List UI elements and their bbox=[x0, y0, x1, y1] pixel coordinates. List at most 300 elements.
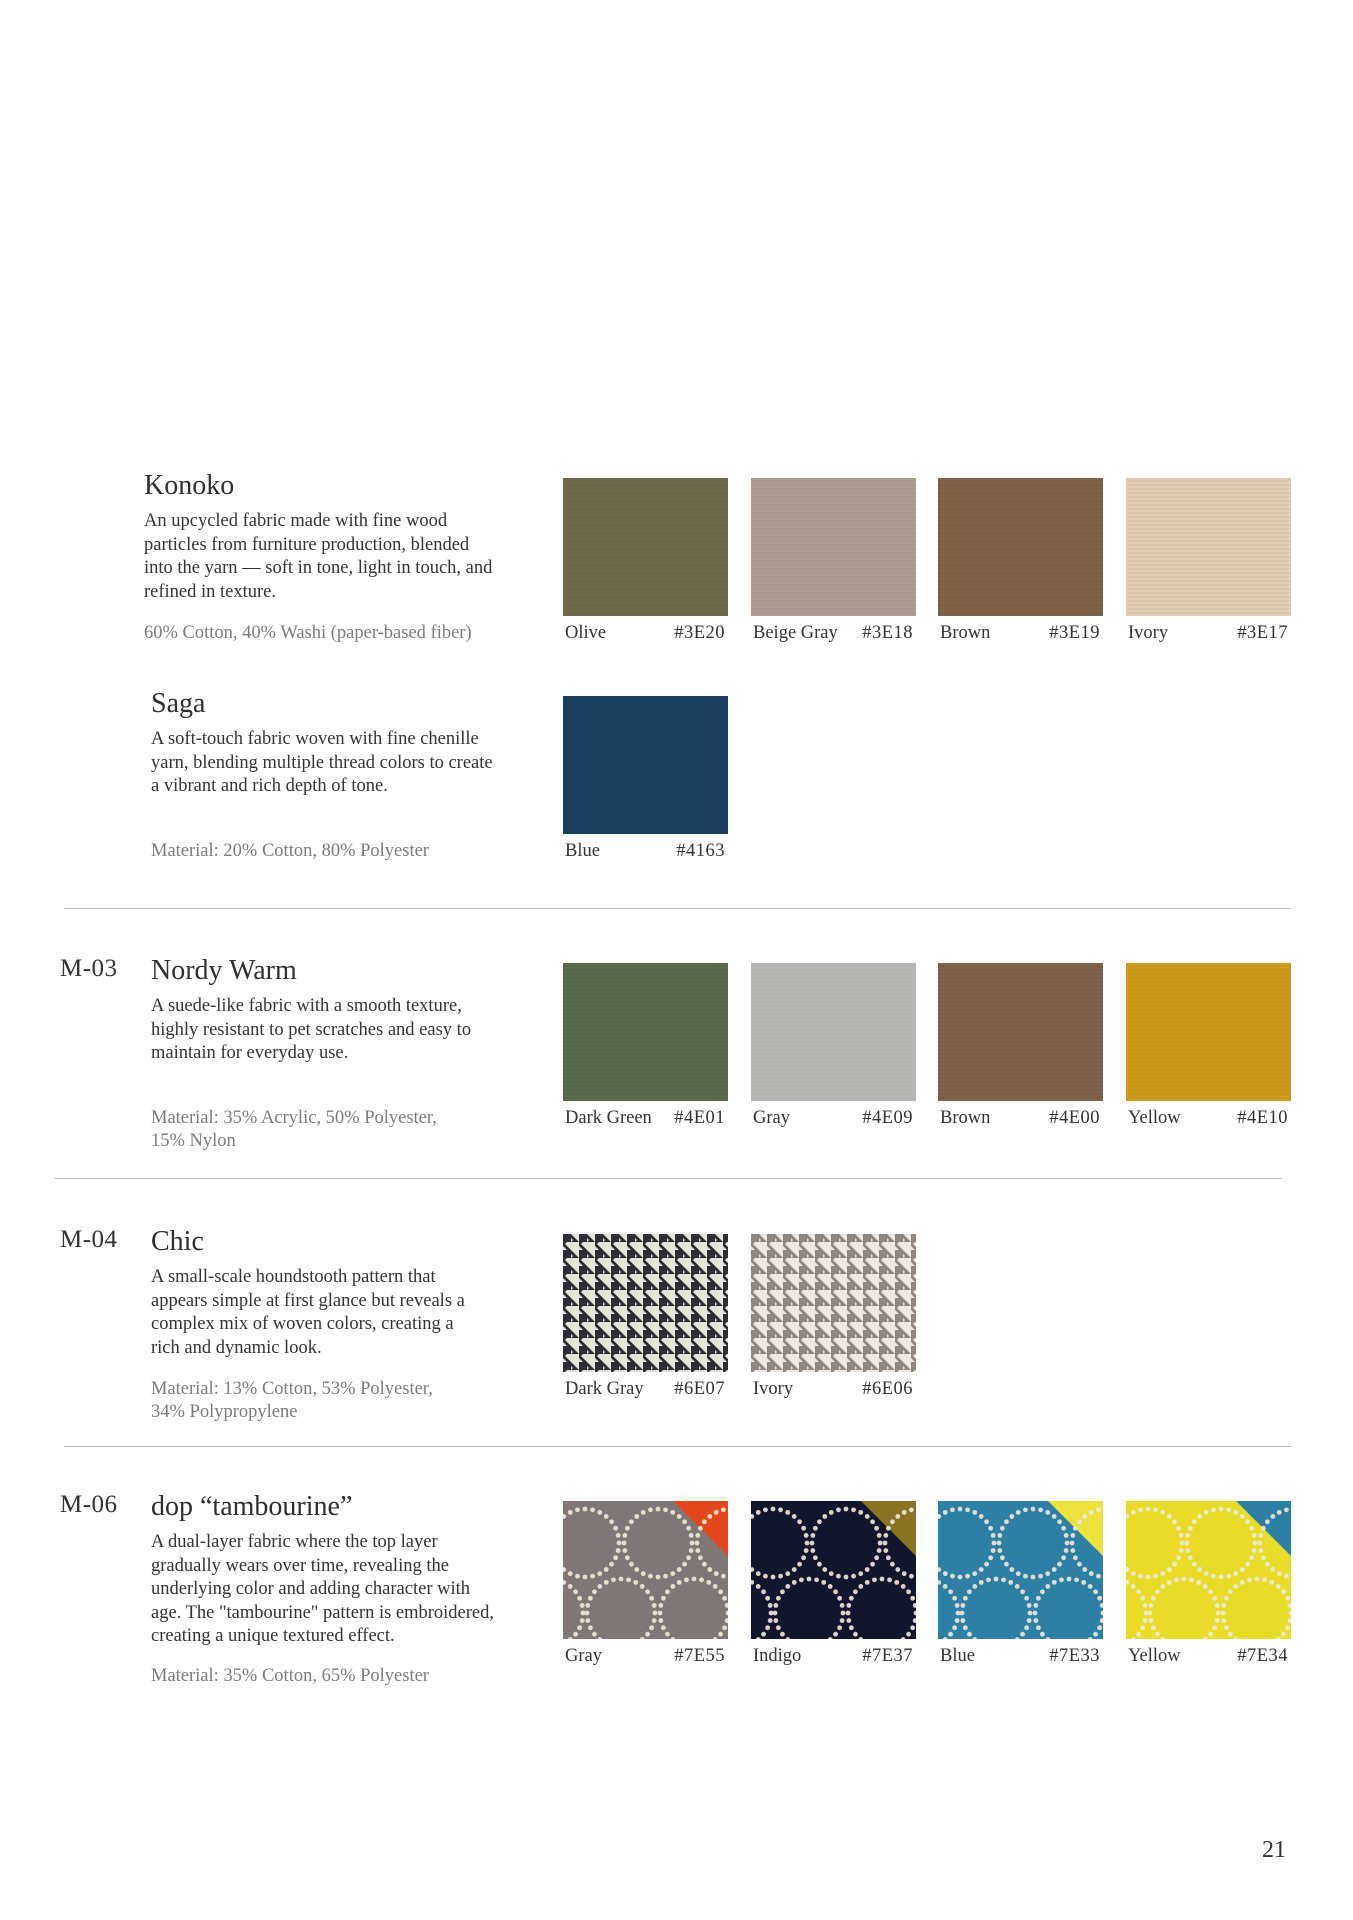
embroidery-dot bbox=[1027, 1603, 1032, 1608]
embroidery-dot bbox=[626, 1577, 631, 1582]
embroidery-dot bbox=[948, 1589, 953, 1594]
embroidery-dot bbox=[785, 1510, 790, 1515]
embroidery-dot bbox=[810, 1541, 815, 1546]
embroidery-dot bbox=[994, 1577, 999, 1582]
fabric-material: 60% Cotton, 40% Washi (paper-based fiber) bbox=[144, 623, 472, 643]
embroidery-dot bbox=[1016, 1571, 1021, 1576]
embroidery-dot bbox=[792, 1580, 797, 1585]
embroidery-dot bbox=[1182, 1577, 1187, 1582]
swatch-indigo[interactable] bbox=[751, 1501, 916, 1639]
color-code: #3E18 bbox=[862, 623, 913, 643]
embroidery-dot bbox=[1215, 1618, 1220, 1623]
embroidery-dot bbox=[1249, 1526, 1254, 1531]
embroidery-dot bbox=[870, 1519, 875, 1524]
embroidery-dot bbox=[658, 1603, 663, 1608]
embroidery-dot bbox=[1146, 1507, 1151, 1512]
embroidery-dot bbox=[874, 1555, 879, 1560]
embroidery-dot bbox=[910, 1596, 915, 1601]
embroidery-dot bbox=[1212, 1625, 1217, 1630]
embroidery-dot bbox=[1088, 1584, 1093, 1589]
embroidery-dot bbox=[1185, 1548, 1190, 1553]
embroidery-dot bbox=[817, 1519, 822, 1524]
embroidery-dot bbox=[773, 1618, 778, 1623]
swatch-label bbox=[751, 1108, 916, 1132]
swatch-yellow[interactable] bbox=[1126, 963, 1291, 1101]
swatch-label bbox=[563, 1646, 728, 1670]
embroidery-dot bbox=[967, 1589, 972, 1594]
embroidery-dot bbox=[858, 1571, 863, 1576]
embroidery-dot bbox=[677, 1580, 682, 1585]
embroidery-dot bbox=[622, 1548, 627, 1553]
embroidery-dot bbox=[1226, 1574, 1231, 1579]
embroidery-dot bbox=[583, 1575, 588, 1580]
embroidery-dot bbox=[804, 1533, 809, 1538]
embroidery-dot bbox=[1057, 1562, 1062, 1567]
embroidery-dot bbox=[761, 1589, 766, 1594]
swatch-ivory[interactable] bbox=[751, 1234, 916, 1372]
embroidery-dot bbox=[588, 1596, 593, 1601]
color-name: Gray bbox=[753, 1108, 790, 1128]
embroidery-dot bbox=[851, 1574, 856, 1579]
embroidery-dot bbox=[1172, 1562, 1177, 1567]
embroidery-dot bbox=[1285, 1596, 1290, 1601]
embroidery-dot bbox=[967, 1632, 972, 1637]
embroidery-dot bbox=[1093, 1632, 1098, 1637]
embroidery-dot bbox=[1065, 1541, 1070, 1546]
embroidery-dot bbox=[658, 1611, 663, 1616]
embroidery-dot bbox=[1146, 1575, 1151, 1580]
swatch-texture bbox=[751, 1501, 916, 1639]
embroidery-dot bbox=[853, 1632, 858, 1637]
swatch-texture bbox=[938, 1501, 1103, 1639]
embroidery-dot bbox=[1020, 1589, 1025, 1594]
embroidery-dot bbox=[580, 1603, 585, 1608]
fabric-material: Material: 35% Cotton, 65% Polyester bbox=[151, 1666, 429, 1686]
embroidery-dot bbox=[686, 1555, 691, 1560]
swatch-texture bbox=[1126, 478, 1291, 616]
embroidery-dot bbox=[756, 1571, 761, 1576]
swatch-fill bbox=[938, 478, 1103, 616]
embroidery-dot bbox=[870, 1562, 875, 1567]
embroidery-dot bbox=[829, 1510, 834, 1515]
embroidery-dot bbox=[1265, 1519, 1270, 1524]
embroidery-dot bbox=[1247, 1577, 1252, 1582]
swatch-label bbox=[1126, 1108, 1291, 1132]
embroidery-dot bbox=[952, 1625, 957, 1630]
embroidery-dot bbox=[658, 1618, 663, 1623]
embroidery-dot bbox=[568, 1584, 573, 1589]
embroidery-dot bbox=[1138, 1507, 1143, 1512]
embroidery-dot bbox=[1285, 1625, 1290, 1630]
swatch-fill bbox=[563, 696, 728, 834]
embroidery-dot bbox=[773, 1611, 778, 1616]
swatch-label bbox=[1126, 1646, 1291, 1670]
embroidery-dot bbox=[765, 1596, 770, 1601]
fabric-description: A soft-touch fabric woven with fine chenille yarn, blending multiple thread colors to create a vibrant and rich depth of tone. bbox=[151, 729, 493, 796]
embroidery-dot bbox=[585, 1611, 590, 1616]
embroidery-dot bbox=[1262, 1577, 1267, 1582]
embroidery-dot bbox=[950, 1574, 955, 1579]
embroidery-dot bbox=[814, 1577, 819, 1582]
embroidery-dot bbox=[909, 1574, 914, 1579]
embroidery-dot bbox=[1270, 1514, 1275, 1519]
embroidery-dot bbox=[771, 1575, 776, 1580]
swatch-texture bbox=[751, 478, 916, 616]
swatch-label bbox=[563, 1379, 728, 1403]
swatch-brown[interactable] bbox=[938, 963, 1103, 1101]
embroidery-dot bbox=[997, 1541, 1002, 1546]
embroidery-dot bbox=[846, 1611, 851, 1616]
embroidery-dot bbox=[1077, 1562, 1082, 1567]
color-code: #3E20 bbox=[674, 623, 725, 643]
embroidery-dot bbox=[1008, 1580, 1013, 1585]
embroidery-dot bbox=[776, 1625, 781, 1630]
embroidery-dot bbox=[677, 1514, 682, 1519]
embroidery-dot bbox=[1052, 1580, 1057, 1585]
embroidery-dot bbox=[577, 1596, 582, 1601]
embroidery-dot bbox=[573, 1589, 578, 1594]
embroidery-dot bbox=[988, 1526, 993, 1531]
embroidery-dot bbox=[895, 1567, 900, 1572]
embroidery-dot bbox=[902, 1571, 907, 1576]
embroidery-dot bbox=[1096, 1507, 1101, 1512]
fabric-name: Saga bbox=[151, 688, 206, 719]
embroidery-dot bbox=[1089, 1510, 1094, 1515]
swatch-ivory[interactable] bbox=[1126, 478, 1291, 616]
embroidery-dot bbox=[588, 1625, 593, 1630]
embroidery-dot bbox=[707, 1567, 712, 1572]
embroidery-dot bbox=[837, 1596, 842, 1601]
embroidery-dot bbox=[670, 1584, 675, 1589]
color-name: Blue bbox=[565, 841, 600, 861]
embroidery-dot bbox=[1138, 1574, 1143, 1579]
swatch-dark-green[interactable] bbox=[563, 963, 728, 1101]
embroidery-dot bbox=[613, 1526, 618, 1531]
embroidery-dot bbox=[1070, 1548, 1075, 1553]
embroidery-dot bbox=[1153, 1574, 1158, 1579]
embroidery-dot bbox=[810, 1548, 815, 1553]
embroidery-dot bbox=[991, 1533, 996, 1538]
embroidery-dot bbox=[1023, 1574, 1028, 1579]
embroidery-dot bbox=[1277, 1571, 1282, 1576]
embroidery-dot bbox=[682, 1519, 687, 1524]
embroidery-dot bbox=[780, 1632, 785, 1637]
embroidery-dot bbox=[986, 1577, 991, 1582]
embroidery-dot bbox=[785, 1584, 790, 1589]
swatch-blue[interactable] bbox=[563, 696, 728, 834]
embroidery-dot bbox=[988, 1555, 993, 1560]
embroidery-dot bbox=[1253, 1541, 1258, 1546]
embroidery-dot bbox=[1148, 1618, 1153, 1623]
embroidery-dot bbox=[883, 1541, 888, 1546]
embroidery-dot bbox=[1045, 1584, 1050, 1589]
embroidery-dot bbox=[895, 1514, 900, 1519]
embroidery-dot bbox=[1057, 1519, 1062, 1524]
embroidery-dot bbox=[1249, 1555, 1254, 1560]
color-code: #7E33 bbox=[1049, 1646, 1100, 1666]
embroidery-dot bbox=[865, 1580, 870, 1585]
swatch-blue[interactable] bbox=[938, 1501, 1103, 1639]
embroidery-dot bbox=[1180, 1541, 1185, 1546]
embroidery-dot bbox=[698, 1555, 703, 1560]
embroidery-dot bbox=[695, 1541, 700, 1546]
embroidery-dot bbox=[1192, 1562, 1197, 1567]
swatch-yellow[interactable] bbox=[1126, 1501, 1291, 1639]
fabric-name: Konoko bbox=[144, 470, 235, 501]
swatch-label bbox=[1126, 623, 1291, 647]
embroidery-dot bbox=[1033, 1603, 1038, 1608]
embroidery-dot bbox=[948, 1632, 953, 1637]
embroidery-dot bbox=[1188, 1526, 1193, 1531]
embroidery-dot bbox=[1196, 1580, 1201, 1585]
embroidery-dot bbox=[865, 1514, 870, 1519]
embroidery-dot bbox=[634, 1514, 639, 1519]
embroidery-dot bbox=[943, 1584, 948, 1589]
embroidery-dot bbox=[1070, 1533, 1075, 1538]
embroidery-dot bbox=[1024, 1625, 1029, 1630]
embroidery-dot bbox=[670, 1510, 675, 1515]
divider bbox=[55, 1178, 1282, 1179]
embroidery-dot bbox=[768, 1603, 773, 1608]
page-number: 21 bbox=[1262, 1837, 1286, 1863]
embroidery-dot bbox=[1151, 1625, 1156, 1630]
embroidery-dot bbox=[1023, 1507, 1028, 1512]
swatch-texture bbox=[1126, 1501, 1291, 1639]
color-code: #3E19 bbox=[1049, 623, 1100, 643]
embroidery-dot bbox=[653, 1611, 658, 1616]
embroidery-dot bbox=[984, 1519, 989, 1524]
swatch-fill bbox=[938, 963, 1103, 1101]
embroidery-dot bbox=[1001, 1577, 1006, 1582]
swatch-gray[interactable] bbox=[563, 1501, 728, 1639]
fabric-name: dop “tambourine” bbox=[151, 1491, 353, 1522]
fabric-name: Nordy Warm bbox=[151, 955, 297, 986]
embroidery-dot bbox=[780, 1589, 785, 1594]
embroidery-dot bbox=[844, 1575, 849, 1580]
embroidery-dot bbox=[805, 1541, 810, 1546]
swatch-dark-gray[interactable] bbox=[563, 1234, 728, 1372]
embroidery-dot bbox=[656, 1507, 661, 1512]
embroidery-dot bbox=[617, 1541, 622, 1546]
color-code: #6E07 bbox=[674, 1379, 725, 1399]
embroidery-dot bbox=[1131, 1510, 1136, 1515]
embroidery-dot bbox=[1240, 1580, 1245, 1585]
fabric-description: A dual-layer fabric where the top layer gradually wears over time, revealing the underlying color and adding character with age. The "tambourine" pattern is embroidered, creating a unique textured effect. bbox=[151, 1532, 495, 1646]
embroidery-dot bbox=[1179, 1533, 1184, 1538]
embroidery-dot bbox=[829, 1571, 834, 1576]
color-name: Brown bbox=[940, 1108, 991, 1128]
embroidery-dot bbox=[689, 1548, 694, 1553]
embroidery-dot bbox=[1160, 1510, 1165, 1515]
embroidery-dot bbox=[1016, 1510, 1021, 1515]
swatch-fill bbox=[563, 963, 728, 1101]
swatch-beige-gray[interactable] bbox=[751, 478, 916, 616]
embroidery-dot bbox=[699, 1577, 704, 1582]
embroidery-dot bbox=[756, 1584, 761, 1589]
embroidery-dot bbox=[1185, 1541, 1190, 1546]
embroidery-dot bbox=[573, 1632, 578, 1637]
embroidery-dot bbox=[575, 1507, 580, 1512]
embroidery-dot bbox=[849, 1596, 854, 1601]
embroidery-dot bbox=[1096, 1574, 1101, 1579]
embroidery-dot bbox=[713, 1584, 718, 1589]
embroidery-dot bbox=[1211, 1574, 1216, 1579]
swatch-label bbox=[751, 623, 916, 647]
embroidery-dot bbox=[1073, 1526, 1078, 1531]
embroidery-dot bbox=[1261, 1555, 1266, 1560]
embroidery-dot bbox=[597, 1571, 602, 1576]
embroidery-dot bbox=[1208, 1632, 1213, 1637]
embroidery-dot bbox=[1036, 1625, 1041, 1630]
embroidery-dot bbox=[813, 1526, 818, 1531]
swatch-fill bbox=[1126, 478, 1291, 616]
embroidery-dot bbox=[1131, 1584, 1136, 1589]
color-name: Beige Gray bbox=[753, 623, 838, 643]
embroidery-dot bbox=[1155, 1632, 1160, 1637]
embroidery-dot bbox=[756, 1510, 761, 1515]
swatch-fill bbox=[1126, 963, 1291, 1101]
embroidery-dot bbox=[1284, 1507, 1289, 1512]
embroidery-dot bbox=[817, 1562, 822, 1567]
embroidery-dot bbox=[1212, 1596, 1217, 1601]
embroidery-dot bbox=[1261, 1526, 1266, 1531]
embroidery-dot bbox=[1245, 1519, 1250, 1524]
embroidery-dot bbox=[943, 1571, 948, 1576]
embroidery-dot bbox=[629, 1562, 634, 1567]
embroidery-dot bbox=[880, 1577, 885, 1582]
color-code: #6E06 bbox=[862, 1379, 913, 1399]
embroidery-dot bbox=[763, 1574, 768, 1579]
embroidery-dot bbox=[846, 1603, 851, 1608]
embroidery-dot bbox=[763, 1507, 768, 1512]
embroidery-dot bbox=[840, 1603, 845, 1608]
embroidery-dot bbox=[583, 1507, 588, 1512]
embroidery-dot bbox=[611, 1577, 616, 1582]
color-name: Yellow bbox=[1128, 1646, 1181, 1666]
swatch-texture bbox=[563, 1501, 728, 1639]
embroidery-dot bbox=[761, 1632, 766, 1637]
embroidery-dot bbox=[1148, 1603, 1153, 1608]
embroidery-dot bbox=[714, 1571, 719, 1576]
embroidery-dot bbox=[991, 1548, 996, 1553]
swatch-texture bbox=[563, 478, 728, 616]
embroidery-dot bbox=[1064, 1533, 1069, 1538]
embroidery-dot bbox=[1281, 1632, 1286, 1637]
swatch-label bbox=[563, 1108, 728, 1132]
embroidery-dot bbox=[979, 1580, 984, 1585]
embroidery-dot bbox=[1233, 1571, 1238, 1576]
embroidery-dot bbox=[1216, 1611, 1221, 1616]
embroidery-dot bbox=[1240, 1567, 1245, 1572]
embroidery-dot bbox=[1255, 1577, 1260, 1582]
embroidery-dot bbox=[1174, 1577, 1179, 1582]
embroidery-dot bbox=[906, 1589, 911, 1594]
embroidery-dot bbox=[1009, 1567, 1014, 1572]
embroidery-dot bbox=[1045, 1571, 1050, 1576]
embroidery-dot bbox=[984, 1562, 989, 1567]
embroidery-dot bbox=[661, 1596, 666, 1601]
embroidery-dot bbox=[580, 1618, 585, 1623]
embroidery-dot bbox=[1167, 1567, 1172, 1572]
embroidery-dot bbox=[1070, 1541, 1075, 1546]
embroidery-dot bbox=[652, 1618, 657, 1623]
embroidery-dot bbox=[1221, 1603, 1226, 1608]
embroidery-dot bbox=[1252, 1548, 1257, 1553]
swatch-brown[interactable] bbox=[938, 478, 1103, 616]
embroidery-dot bbox=[1228, 1632, 1233, 1637]
fabric-material: Material: 35% Acrylic, 50% Polyester, 15% Nylon bbox=[151, 1108, 437, 1151]
color-name: Ivory bbox=[1128, 623, 1169, 643]
swatch-gray[interactable] bbox=[751, 963, 916, 1101]
embroidery-dot bbox=[1036, 1596, 1041, 1601]
embroidery-dot bbox=[665, 1632, 670, 1637]
embroidery-dot bbox=[649, 1596, 654, 1601]
embroidery-dot bbox=[778, 1574, 783, 1579]
embroidery-dot bbox=[1233, 1510, 1238, 1515]
embroidery-dot bbox=[886, 1526, 891, 1531]
embroidery-dot bbox=[1258, 1533, 1263, 1538]
embroidery-dot bbox=[1204, 1571, 1209, 1576]
embroidery-dot bbox=[1082, 1514, 1087, 1519]
embroidery-dot bbox=[1197, 1514, 1202, 1519]
embroidery-dot bbox=[822, 1514, 827, 1519]
embroidery-dot bbox=[1153, 1507, 1158, 1512]
embroidery-dot bbox=[1192, 1519, 1197, 1524]
embroidery-dot bbox=[851, 1507, 856, 1512]
embroidery-dot bbox=[858, 1584, 863, 1589]
embroidery-dot bbox=[1265, 1562, 1270, 1567]
embroidery-dot bbox=[792, 1567, 797, 1572]
fabric-material: Material: 20% Cotton, 80% Polyester bbox=[151, 841, 429, 861]
embroidery-dot bbox=[1004, 1519, 1009, 1524]
embroidery-dot bbox=[887, 1577, 892, 1582]
embroidery-dot bbox=[1188, 1555, 1193, 1560]
embroidery-dot bbox=[858, 1510, 863, 1515]
embroidery-dot bbox=[722, 1596, 727, 1601]
embroidery-dot bbox=[1045, 1510, 1050, 1515]
embroidery-dot bbox=[609, 1562, 614, 1567]
swatch-texture bbox=[938, 478, 1103, 616]
embroidery-dot bbox=[776, 1596, 781, 1601]
embroidery-dot bbox=[963, 1596, 968, 1601]
embroidery-dot bbox=[689, 1533, 694, 1538]
swatch-label bbox=[563, 623, 728, 647]
embroidery-dot bbox=[836, 1574, 841, 1579]
embroidery-dot bbox=[1077, 1519, 1082, 1524]
color-code: #4E01 bbox=[674, 1108, 725, 1128]
embroidery-dot bbox=[960, 1603, 965, 1608]
embroidery-dot bbox=[1031, 1575, 1036, 1580]
swatch-olive[interactable] bbox=[563, 478, 728, 616]
swatch-texture bbox=[1126, 963, 1291, 1101]
swatch-label bbox=[751, 1646, 916, 1670]
color-name: Olive bbox=[565, 623, 607, 643]
embroidery-dot bbox=[1009, 1514, 1014, 1519]
swatch-label bbox=[563, 841, 728, 865]
embroidery-dot bbox=[878, 1541, 883, 1546]
embroidery-dot bbox=[1189, 1577, 1194, 1582]
embroidery-dot bbox=[958, 1575, 963, 1580]
color-name: Dark Green bbox=[565, 1108, 652, 1128]
embroidery-dot bbox=[1167, 1514, 1172, 1519]
embroidery-dot bbox=[1228, 1589, 1233, 1594]
embroidery-dot bbox=[909, 1507, 914, 1512]
embroidery-dot bbox=[906, 1632, 911, 1637]
embroidery-dot bbox=[656, 1575, 661, 1580]
embroidery-dot bbox=[645, 1632, 650, 1637]
embroidery-dot bbox=[792, 1514, 797, 1519]
embroidery-dot bbox=[1197, 1567, 1202, 1572]
